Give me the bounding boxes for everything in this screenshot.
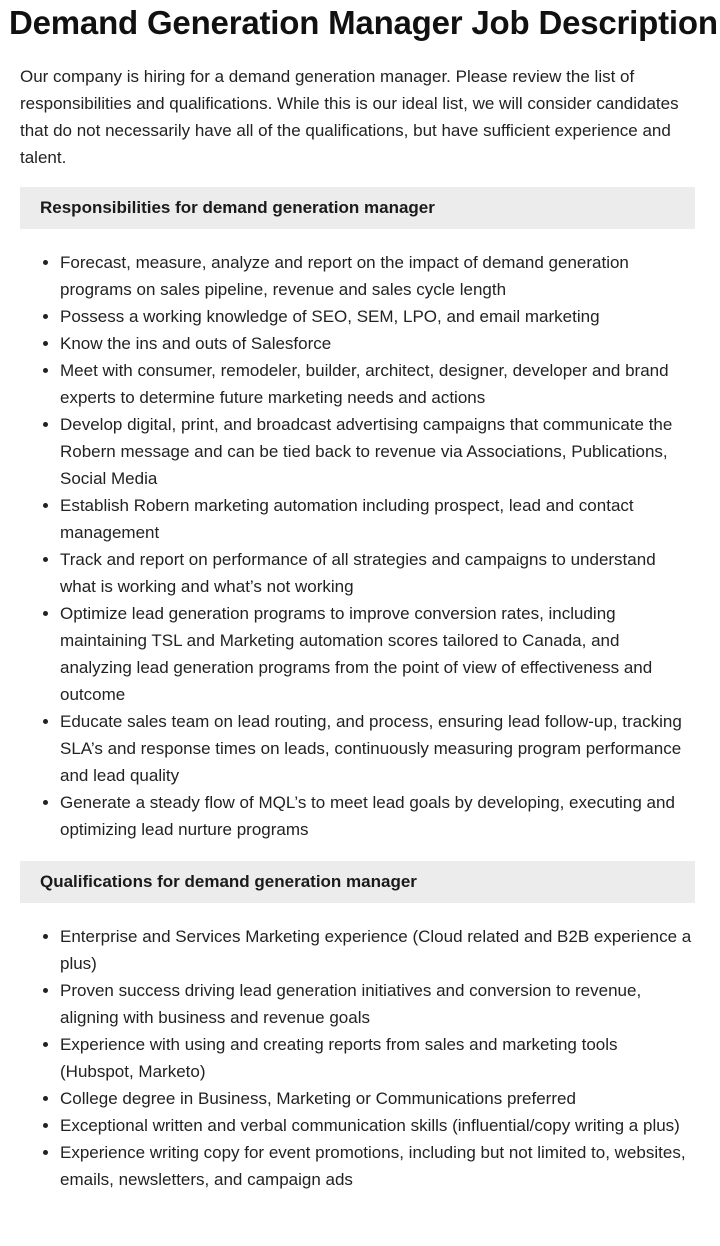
list-item: • Establish Robern marketing automation including prospect, lead and contact management [60,492,694,546]
list-item: • Experience writing copy for event promotions, including but not limited to, websites, emails, newsletters, and campaign ads [60,1139,694,1193]
list-item: • Meet with consumer, remodeler, builder, architect, designer, developer and brand experts to determine future marketing needs and actions [60,357,694,411]
list-item: • Generate a steady flow of MQL’s to meet lead goals by developing, executing and optimizing lead nurture programs [60,789,694,843]
page-title: Demand Generation Manager Job Description [9,4,718,41]
list-item: • Know the ins and outs of Salesforce [60,330,694,357]
list-item: • Track and report on performance of all strategies and campaigns to understand what is working and what’s not working [60,546,694,600]
list-item: • Enterprise and Services Marketing experience (Cloud related and B2B experience a plus) [60,923,694,977]
list-item: • Experience with using and creating reports from sales and marketing tools (Hubspot, Marketo) [60,1031,694,1085]
list-item: • Educate sales team on lead routing, and process, ensuring lead follow-up, tracking SLA’s and response times on leads, continuously measuring program performance and lead quality [60,708,694,789]
list-item: • Proven success driving lead generation initiatives and conversion to revenue, aligning with business and revenue goals [60,977,694,1031]
list-item: • Optimize lead generation programs to improve conversion rates, including maintaining TSL and Marketing automation scores tailored to Canada, and analyzing lead generation programs from the point of view of effectiveness and outcome [60,600,694,708]
list-item: • Develop digital, print, and broadcast advertising campaigns that communicate the Robern message and can be tied back to revenue via Associations, Publications, Social Media [60,411,694,492]
list-item: • Possess a working knowledge of SEO, SEM, LPO, and email marketing [60,303,694,330]
qualifications-list [20,923,694,1193]
qualifications-heading: Qualifications for demand generation manager [20,861,695,903]
intro-paragraph: Our company is hiring for a demand generation manager. Please review the list of responsibilities and qualifications. While this is our ideal list, we will consider candidates that do not necessarily have all of the qualifications, but have sufficient experience and talent. [20,67,679,167]
list-item: • Forecast, measure, analyze and report on the impact of demand generation programs on sales pipeline, revenue and sales cycle length [60,249,694,303]
list-item: • College degree in Business, Marketing or Communications preferred [60,1085,694,1112]
responsibilities-heading: Responsibilities for demand generation manager [20,187,695,229]
responsibilities-list [20,249,694,843]
list-item: • Exceptional written and verbal communication skills (influential/copy writing a plus) [60,1112,694,1139]
